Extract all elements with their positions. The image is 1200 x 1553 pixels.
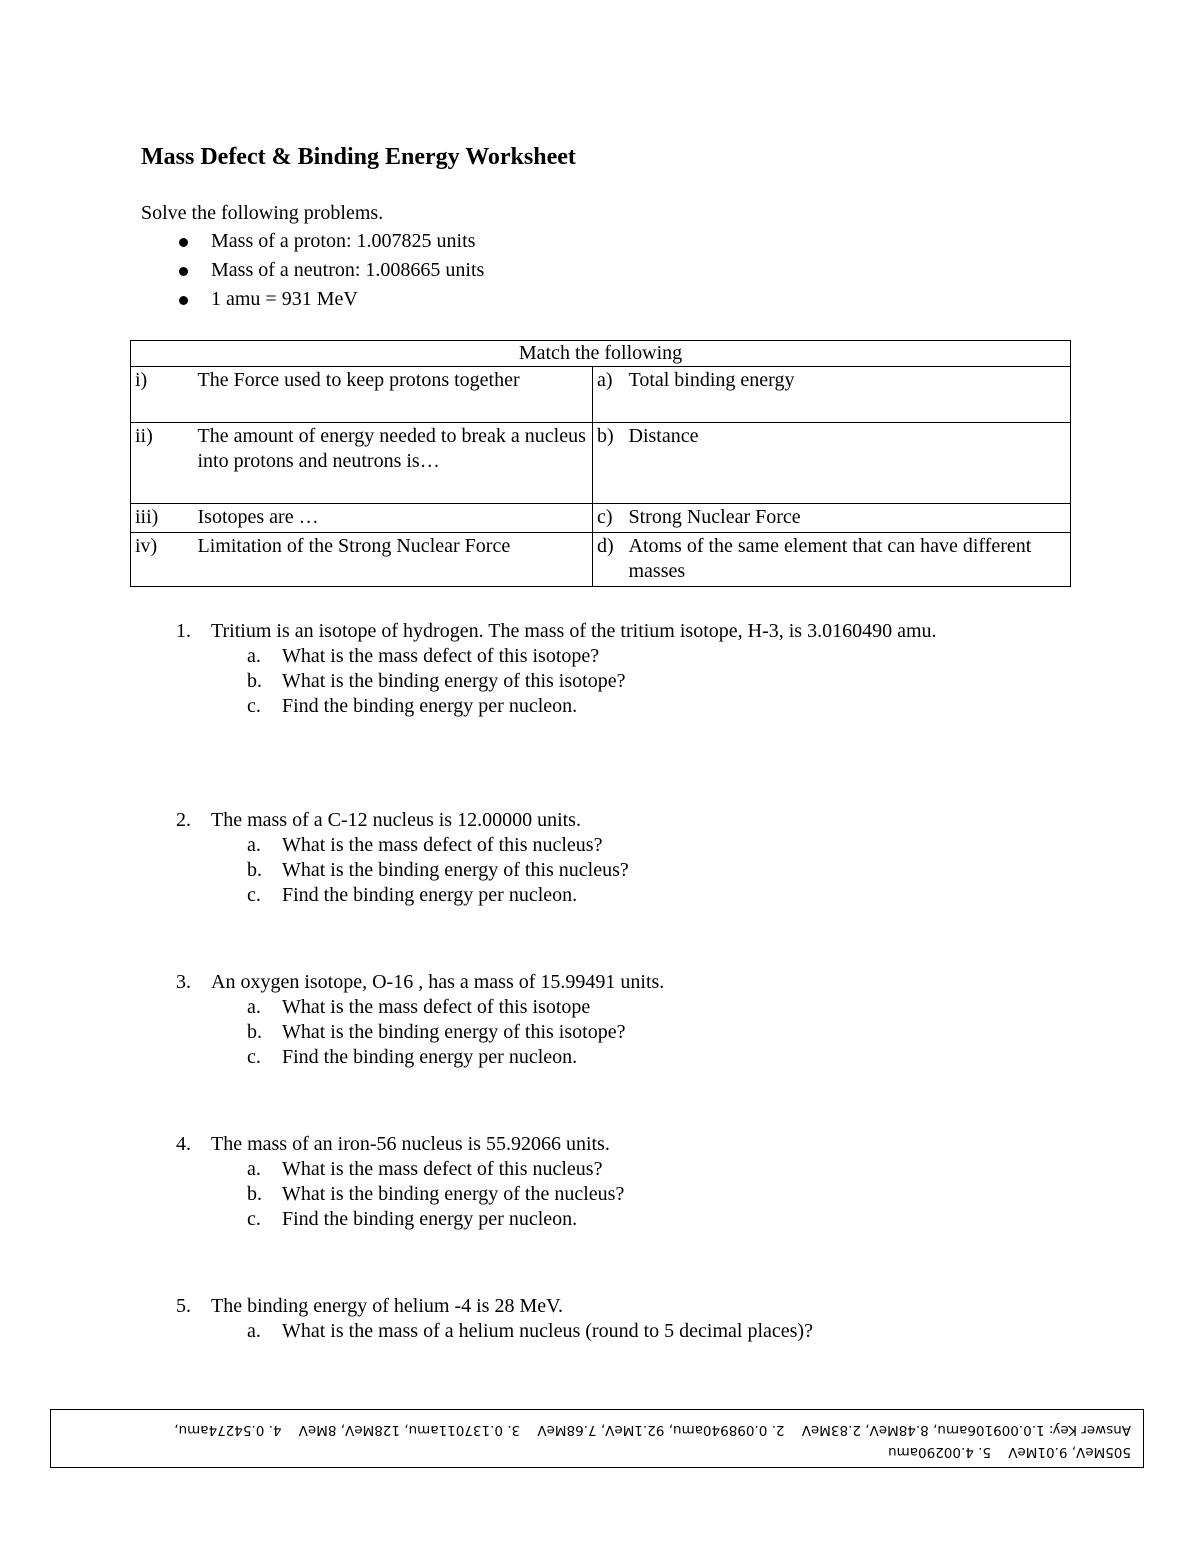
problem-number: 1.	[176, 620, 191, 642]
problem-4	[176, 1132, 1056, 1232]
sub-question: b. What is the binding energy of this isotope?	[247, 670, 626, 692]
problem-number: 2.	[176, 809, 191, 831]
problem-number: 4.	[176, 1133, 191, 1155]
row-term: The Force used to keep protons together	[198, 367, 593, 423]
problem-text: An oxygen isotope, O-16 , has a mass of 15.99491 units.	[211, 971, 665, 993]
bullet-icon	[179, 267, 188, 276]
row-number: ii)	[131, 423, 198, 504]
bullet-icon	[179, 296, 188, 305]
table-row	[131, 504, 1071, 533]
row-term: Isotopes are …	[198, 504, 593, 533]
answer-key-upside-down	[51, 1410, 1143, 1467]
answer-key-box	[50, 1409, 1144, 1468]
sub-question: a. What is the mass defect of this nucleus?	[247, 834, 603, 856]
row-number: iv)	[131, 533, 198, 587]
problem-3	[176, 970, 1056, 1070]
row-letter: b)	[593, 423, 629, 504]
row-match: Strong Nuclear Force	[629, 504, 1071, 533]
answer-key-line-1: Answer Key: 1.0.009106amu, 8.48MeV, 2.83MeV 2. 0.098940amu, 92.1MeV, 7.68MeV 3. 0.137011amu, 128MeV, 8MeV 4. 0.54274amu,	[174, 1422, 1131, 1438]
row-number: i)	[131, 367, 198, 423]
sub-question: b. What is the binding energy of the nucleus?	[247, 1183, 625, 1205]
list-item: Mass of a neutron: 1.008665 units	[176, 258, 484, 287]
sub-question: b. What is the binding energy of this nucleus?	[247, 859, 629, 881]
bullet-icon	[179, 238, 188, 247]
instructions: Solve the following problems.	[141, 202, 384, 224]
problem-text: The binding energy of helium -4 is 28 MeV.	[211, 1295, 563, 1317]
row-match: Distance	[629, 423, 1071, 504]
problem-5	[176, 1294, 1056, 1344]
row-match: Atoms of the same element that can have different masses	[629, 533, 1071, 587]
sub-question: a. What is the mass defect of this isotope	[247, 996, 591, 1018]
sub-question-list	[176, 644, 1056, 719]
answer-key-line-2: 505MeV, 9.01MeV 5. 4.00290amu	[888, 1444, 1131, 1460]
sub-question-list	[176, 995, 1056, 1070]
problem-1	[176, 619, 1056, 719]
matching-table	[130, 340, 1071, 587]
table-header: Match the following	[131, 341, 1071, 367]
problem-text: The mass of a C-12 nucleus is 12.00000 units.	[211, 809, 581, 831]
problem-text: Tritium is an isotope of hydrogen. The mass of the tritium isotope, H-3, is 3.0160490 amu.	[211, 620, 937, 642]
problem-2	[176, 808, 1056, 908]
sub-question: b. What is the binding energy of this isotope?	[247, 1021, 626, 1043]
problem-text: The mass of an iron-56 nucleus is 55.92066 units.	[211, 1133, 610, 1155]
sub-question: a. What is the mass defect of this nucleus?	[247, 1158, 603, 1180]
row-term: The amount of energy needed to break a nucleus into protons and neutrons is…	[198, 423, 593, 504]
table-row	[131, 367, 1071, 423]
sub-question: c. Find the binding energy per nucleon.	[247, 1208, 578, 1230]
problem-number: 5.	[176, 1295, 191, 1317]
sub-question: c. Find the binding energy per nucleon.	[247, 884, 578, 906]
table-row	[131, 533, 1071, 587]
row-letter: a)	[593, 367, 629, 423]
sub-question-list	[176, 1319, 1056, 1344]
row-term: Limitation of the Strong Nuclear Force	[198, 533, 593, 587]
sub-question: a. What is the mass defect of this isotope?	[247, 645, 600, 667]
row-match: Total binding energy	[629, 367, 1071, 423]
list-item: Mass of a proton: 1.007825 units	[176, 229, 484, 258]
sub-question: a. What is the mass of a helium nucleus (round to 5 decimal places)?	[247, 1320, 813, 1342]
problem-number: 3.	[176, 971, 191, 993]
row-letter: d)	[593, 533, 629, 587]
row-number: iii)	[131, 504, 198, 533]
sub-question: c. Find the binding energy per nucleon.	[247, 695, 578, 717]
row-letter: c)	[593, 504, 629, 533]
sub-question-list	[176, 833, 1056, 908]
given-constants-list	[176, 229, 484, 316]
page-title: Mass Defect & Binding Energy Worksheet	[141, 144, 576, 170]
list-item: 1 amu = 931 MeV	[176, 287, 484, 316]
table-row	[131, 423, 1071, 504]
sub-question-list	[176, 1157, 1056, 1232]
sub-question: c. Find the binding energy per nucleon.	[247, 1046, 578, 1068]
